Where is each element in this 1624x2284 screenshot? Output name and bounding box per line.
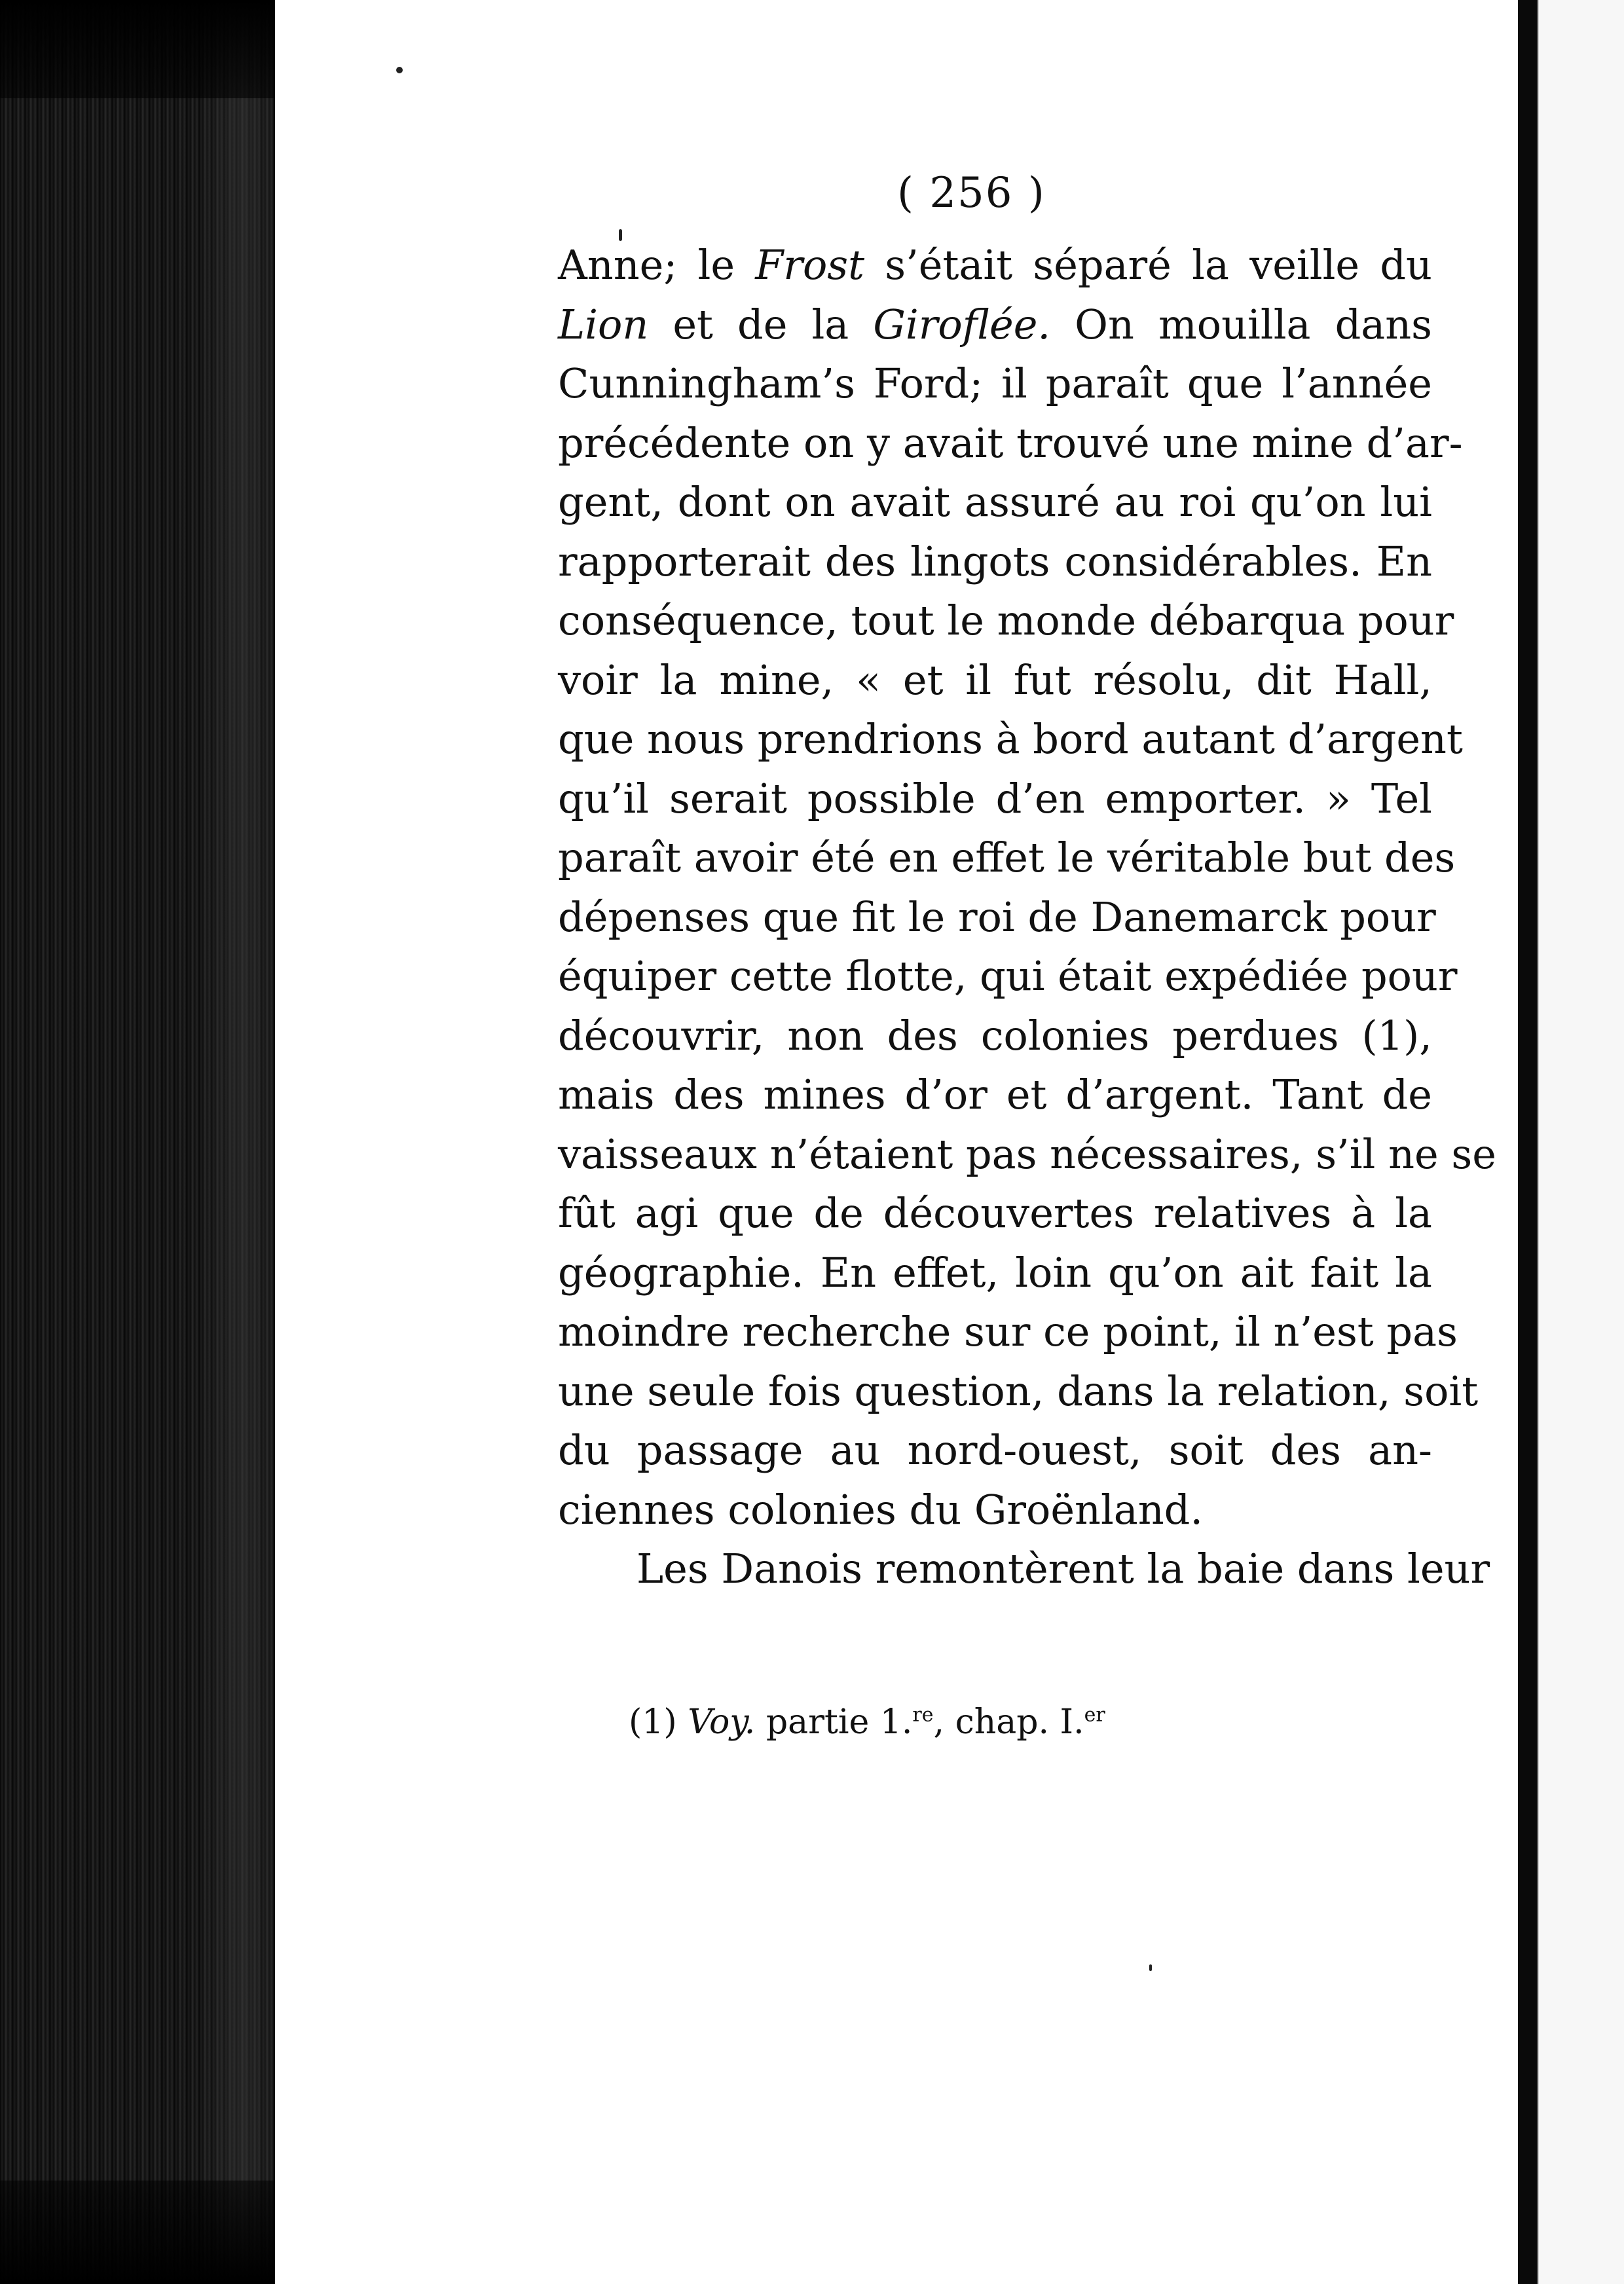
body-text bbox=[558, 236, 1496, 1599]
spine-shadow bbox=[196, 0, 282, 2284]
text-segment: découvrir, non des colonies perdues (1), bbox=[558, 1011, 1432, 1059]
text-segment: fût agi que de découvertes relatives à la bbox=[558, 1189, 1432, 1237]
text-line bbox=[558, 532, 1432, 592]
text-segment: mais des mines d’or et d’argent. Tant de bbox=[558, 1071, 1432, 1118]
footnote-marker: (1) bbox=[629, 1703, 677, 1742]
text-line bbox=[558, 1243, 1432, 1303]
text-segment: précédente on y avait trouvé une mine d’ar- bbox=[558, 418, 1463, 467]
text-line bbox=[558, 295, 1432, 355]
text-segment: qu’il serait possible d’en emporter. » Tel bbox=[558, 774, 1432, 822]
text-line bbox=[558, 1539, 1490, 1599]
text-segment: géographie. En effet, loin qu’on ait fait la bbox=[558, 1248, 1432, 1297]
text-line bbox=[558, 947, 1458, 1006]
spine-bottom-shadow bbox=[0, 2181, 275, 2284]
italic-word: Lion bbox=[558, 300, 649, 348]
page-right-border bbox=[1518, 0, 1538, 2284]
text-line bbox=[558, 1421, 1432, 1481]
page-number: ( 256 ) bbox=[897, 169, 1046, 217]
text-line bbox=[558, 1006, 1432, 1066]
italic-word: Frost bbox=[755, 241, 864, 289]
text-segment: ciennes colonies du Groënland. bbox=[558, 1485, 1204, 1534]
text-line bbox=[558, 651, 1432, 710]
text-line bbox=[558, 1184, 1432, 1243]
text-segment: dépenses que fit le roi de Danemarck pour bbox=[558, 893, 1436, 941]
text-line bbox=[558, 1125, 1496, 1185]
text-segment: conséquence, tout le monde débarqua pour bbox=[558, 597, 1454, 644]
footnote-chap: , chap. I. bbox=[933, 1703, 1084, 1742]
text-line bbox=[558, 888, 1436, 948]
text-line bbox=[558, 769, 1432, 829]
footnote-chap-sup: er bbox=[1084, 1703, 1105, 1727]
ink-speck bbox=[1149, 1964, 1152, 1971]
next-page-edge bbox=[1538, 0, 1624, 2284]
text-segment: paraît avoir été en effet le véritable but des bbox=[558, 834, 1456, 881]
text-line bbox=[558, 473, 1432, 532]
text-segment: s’était séparé la veille du bbox=[864, 241, 1432, 289]
text-segment: voir la mine, « et il fut résolu, dit Hall, bbox=[558, 655, 1432, 704]
text-segment: rapporterait des lingots considérables. En bbox=[558, 537, 1432, 585]
text-line bbox=[558, 1481, 1432, 1540]
text-line bbox=[558, 828, 1456, 888]
text-line bbox=[558, 591, 1454, 651]
text-line bbox=[558, 354, 1432, 414]
footnote-part-sup: re bbox=[912, 1703, 934, 1727]
text-segment: Anne; le bbox=[558, 241, 756, 289]
text-segment: vaisseaux n’étaient pas nécessaires, s’il ne se bbox=[558, 1130, 1496, 1178]
text-segment: Cunningham’s Ford; il paraît que l’année bbox=[558, 359, 1432, 407]
text-line bbox=[558, 1362, 1479, 1422]
text-segment: équiper cette flotte, qui était expédiée pour bbox=[558, 952, 1458, 1000]
footnote bbox=[629, 1703, 1105, 1742]
text-segment: Les Danois remontèrent la baie dans leur bbox=[637, 1545, 1490, 1593]
ink-speck bbox=[396, 67, 403, 73]
text-segment: gent, dont on avait assuré au roi qu’on lui bbox=[558, 478, 1432, 526]
text-segment: et de la bbox=[648, 300, 874, 348]
text-line bbox=[558, 1302, 1458, 1362]
text-line bbox=[558, 236, 1432, 295]
footnote-ref: Voy. bbox=[688, 1703, 756, 1742]
italic-word: Giroflée. bbox=[873, 300, 1051, 348]
text-segment: que nous prendrions à bord autant d’argent bbox=[558, 715, 1463, 763]
text-segment: du passage au nord-ouest, soit des an- bbox=[558, 1426, 1432, 1474]
spine-top-shadow bbox=[0, 0, 275, 98]
text-segment: On mouilla dans bbox=[1050, 300, 1432, 348]
text-segment: une seule fois question, dans la relation, soit bbox=[558, 1367, 1479, 1415]
text-line bbox=[558, 1065, 1432, 1125]
text-segment: moindre recherche sur ce point, il n’est pas bbox=[558, 1308, 1458, 1355]
text-line bbox=[558, 710, 1463, 769]
text-line bbox=[558, 414, 1463, 473]
footnote-part: partie 1. bbox=[766, 1703, 913, 1742]
